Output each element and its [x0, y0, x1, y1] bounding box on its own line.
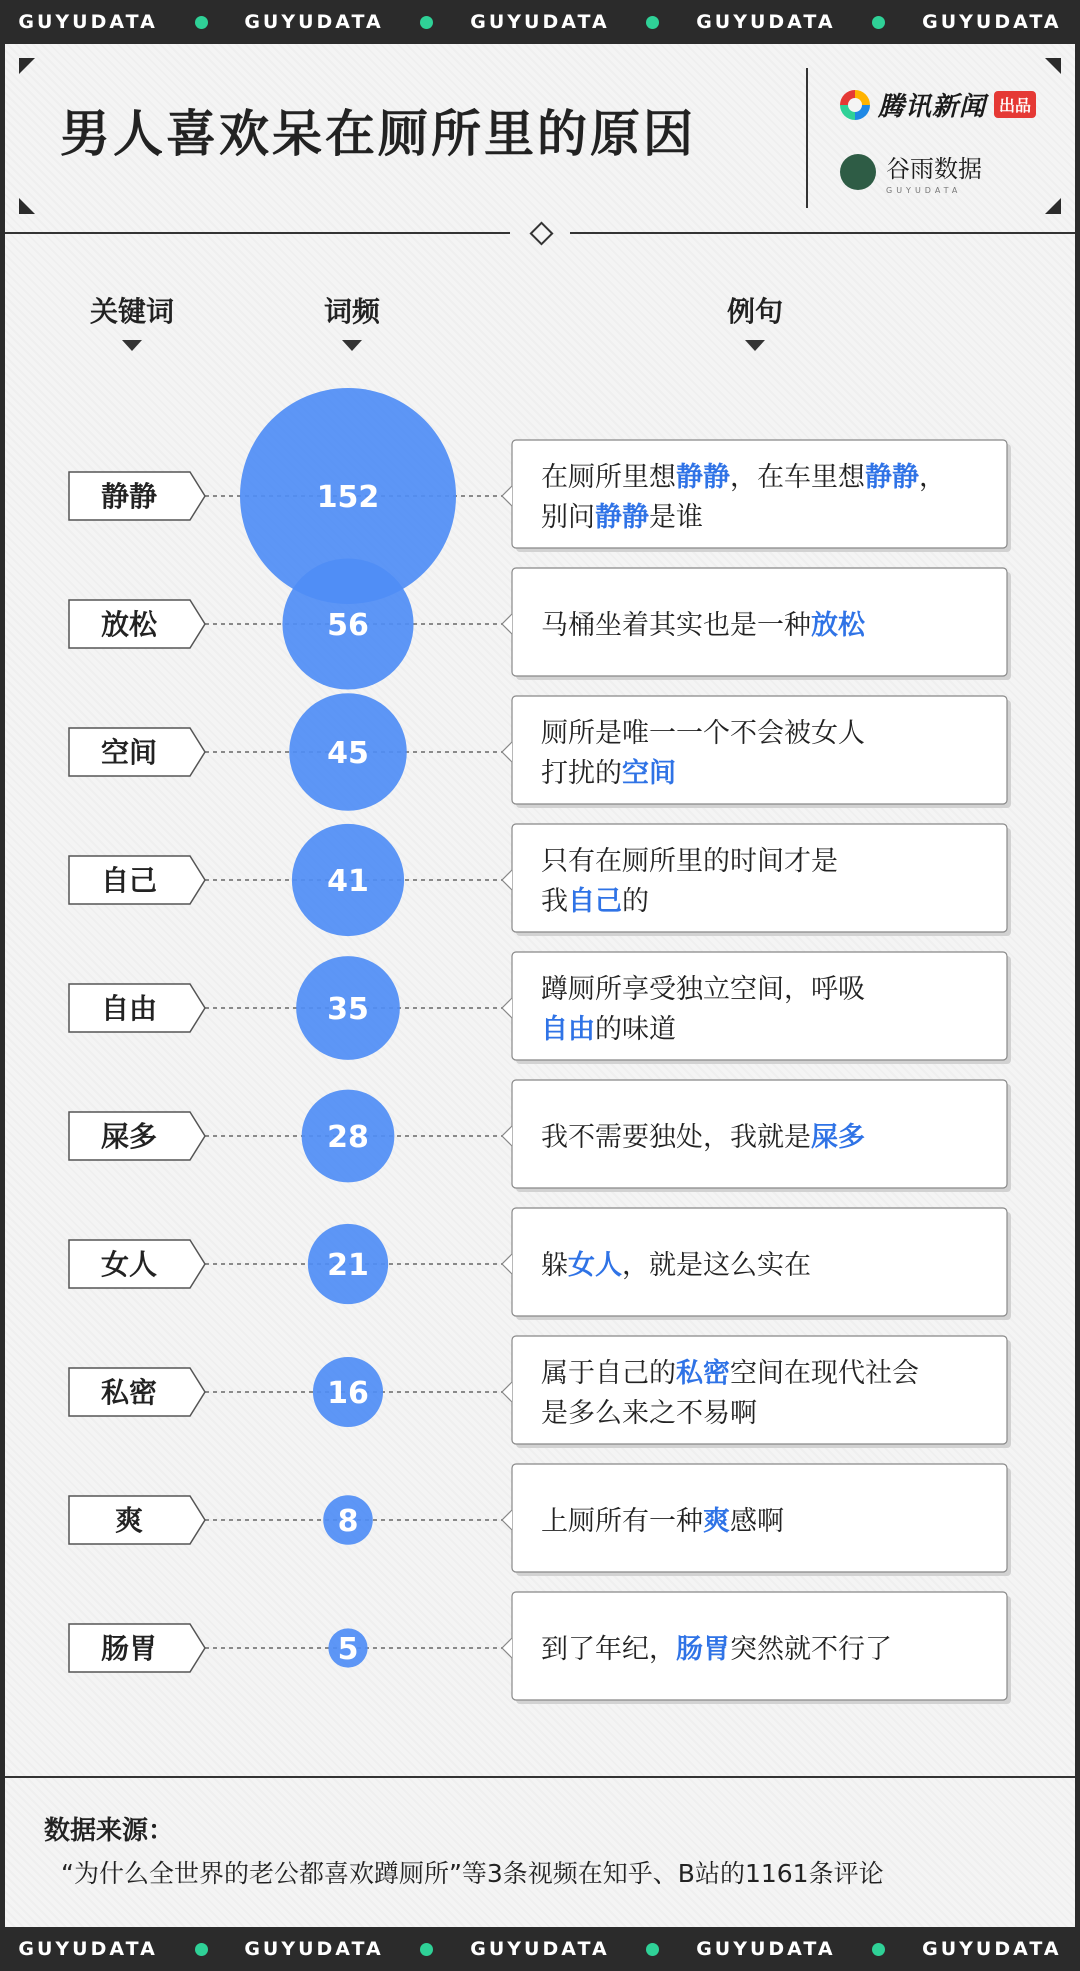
- band-word: GUYUDATA: [244, 11, 384, 33]
- frequency-value: 56: [327, 608, 369, 643]
- example-sentence: [541, 1357, 919, 1389]
- keyword-label: 爽: [114, 1504, 144, 1537]
- sentence-segment: 到了年纪，: [541, 1634, 676, 1665]
- example-box-pointer: [502, 1510, 512, 1530]
- example-sentence: [541, 502, 703, 533]
- column-head-keyword: 关键词: [89, 295, 174, 328]
- band-word: GUYUDATA: [922, 1938, 1062, 1960]
- page-title: 男人喜欢呆在厕所里的原因: [60, 105, 696, 163]
- frequency-value: 16: [327, 1376, 369, 1411]
- highlight-keyword: 空间: [622, 758, 676, 789]
- example-box-pointer: [502, 742, 512, 762]
- example-sentence: [541, 1014, 676, 1045]
- highlight-keyword: 私密: [676, 1358, 730, 1389]
- sentence-segment: 别问: [541, 502, 595, 533]
- guyu-data-sub: GUYUDATA: [886, 186, 962, 195]
- highlight-keyword: 静静: [595, 502, 649, 533]
- frequency-value: 41: [327, 864, 369, 899]
- band-word: GUYUDATA: [18, 11, 158, 33]
- band-dot: [420, 1943, 433, 1956]
- infographic-sheet: [5, 44, 1075, 1927]
- highlight-keyword: 自由: [541, 1014, 595, 1045]
- sentence-segment: 空间在现代社会: [730, 1358, 919, 1389]
- example-sentence: [541, 974, 865, 1005]
- keyword-bubble-chart: [5, 44, 1075, 1927]
- keyword-label: 静静: [100, 480, 158, 513]
- keyword-label: 屎多: [100, 1120, 158, 1153]
- highlight-keyword: 爽: [703, 1506, 730, 1537]
- band-dot: [646, 16, 659, 29]
- sentence-segment: 的味道: [595, 1014, 676, 1045]
- band-word: GUYUDATA: [922, 11, 1062, 33]
- highlight-keyword: 肠胃: [676, 1634, 730, 1665]
- example-sentence: [541, 462, 946, 493]
- sentence-segment: 躲: [541, 1250, 568, 1281]
- example-box-pointer: [502, 1638, 512, 1658]
- sentence-segment: 我不需要独处，我就是: [541, 1122, 811, 1153]
- sentence-segment: ，: [919, 462, 946, 493]
- sentence-segment: 蹲厕所享受独立空间，呼吸: [541, 974, 865, 1005]
- example-sentence: [541, 1506, 784, 1537]
- highlight-keyword: 静静: [676, 462, 730, 493]
- band-word: GUYUDATA: [470, 11, 610, 33]
- example-sentence: [541, 886, 649, 917]
- keyword-label: 自由: [100, 992, 158, 1025]
- sentence-segment: 属于自己的: [541, 1358, 676, 1389]
- sentence-segment: 上厕所有一种: [541, 1506, 703, 1537]
- footer-rule: [5, 1776, 1075, 1778]
- example-sentence: [541, 757, 676, 789]
- example-box-pointer: [502, 486, 512, 506]
- example-box-pointer: [502, 1254, 512, 1274]
- keyword-label: 女人: [100, 1248, 158, 1281]
- source-text: “为什么全世界的老公都喜欢蹲厕所”等3条视频在知乎、B站的1161条评论: [61, 1859, 884, 1888]
- sentence-segment: ，在车里想: [730, 462, 865, 493]
- highlight-keyword: 静静: [865, 462, 919, 493]
- frequency-value: 5: [337, 1632, 359, 1667]
- sentence-segment: 马桶坐着其实也是一种: [541, 610, 811, 641]
- highlight-keyword: 放松: [811, 610, 865, 641]
- band-dot: [872, 16, 885, 29]
- sentence-segment: 是谁: [649, 502, 703, 533]
- example-sentence: [541, 1398, 757, 1429]
- sentence-segment: 在厕所里想: [541, 462, 676, 493]
- example-sentence: [541, 1122, 865, 1153]
- example-box-pointer: [502, 998, 512, 1018]
- band-dot: [420, 16, 433, 29]
- highlight-keyword: 女人: [568, 1250, 622, 1281]
- band-dot: [646, 1943, 659, 1956]
- example-sentence: [541, 610, 866, 641]
- keyword-label: 肠胃: [100, 1632, 158, 1665]
- sentence-segment: 感啊: [730, 1506, 784, 1537]
- band-word: GUYUDATA: [470, 1938, 610, 1960]
- keyword-label: 空间: [100, 736, 158, 769]
- band-word: GUYUDATA: [244, 1938, 384, 1960]
- example-sentence: [541, 1634, 892, 1665]
- guyu-data-name: 谷雨数据: [886, 155, 982, 183]
- example-sentence: [541, 1250, 811, 1281]
- frequency-value: 8: [337, 1504, 359, 1539]
- sentence-segment: 只有在厕所里的时间才是: [541, 846, 838, 877]
- tencent-news-name: 腾讯新闻: [878, 92, 987, 122]
- frequency-value: 35: [327, 992, 369, 1027]
- produced-tag: 出品: [994, 91, 1036, 118]
- keyword-label: 私密: [100, 1376, 158, 1409]
- brand-band-top: [0, 0, 1080, 44]
- column-head-frequency: 词频: [323, 295, 380, 328]
- keyword-tags: [69, 472, 205, 1672]
- band-dot: [195, 1943, 208, 1956]
- brand-band-bottom: [0, 1927, 1080, 1971]
- example-box-pointer: [502, 870, 512, 890]
- band-word: GUYUDATA: [696, 1938, 836, 1960]
- column-head-example: 例句: [726, 295, 783, 328]
- frequency-value: 28: [327, 1120, 369, 1155]
- frequency-value: 152: [316, 480, 380, 515]
- highlight-keyword: 自己: [568, 886, 622, 917]
- sentence-segment: 厕所是唯一一个不会被女人: [541, 718, 865, 749]
- example-box-pointer: [502, 1382, 512, 1402]
- sentence-segment: 突然就不行了: [730, 1634, 892, 1665]
- example-box-pointer: [502, 1126, 512, 1146]
- keyword-label: 自己: [100, 864, 158, 897]
- example-sentence: [541, 718, 865, 749]
- source-label: 数据来源：: [44, 1816, 175, 1846]
- frequency-value: 21: [327, 1248, 369, 1283]
- sentence-segment: 我: [541, 886, 568, 917]
- example-boxes: [502, 440, 1011, 1704]
- example-sentence: [541, 846, 838, 877]
- sentence-segment: 打扰的: [541, 758, 622, 789]
- example-box-pointer: [502, 614, 512, 634]
- band-word: GUYUDATA: [18, 1938, 158, 1960]
- band-dot: [872, 1943, 885, 1956]
- highlight-keyword: 屎多: [811, 1122, 865, 1153]
- frequency-value: 45: [327, 736, 369, 771]
- frequency-bubbles: [240, 388, 456, 1668]
- band-word: GUYUDATA: [696, 11, 836, 33]
- sentence-segment: 是多么来之不易啊: [541, 1398, 757, 1429]
- sentence-segment: 的: [622, 886, 649, 917]
- band-dot: [195, 16, 208, 29]
- keyword-label: 放松: [100, 608, 158, 641]
- sentence-segment: ，就是这么实在: [622, 1250, 811, 1281]
